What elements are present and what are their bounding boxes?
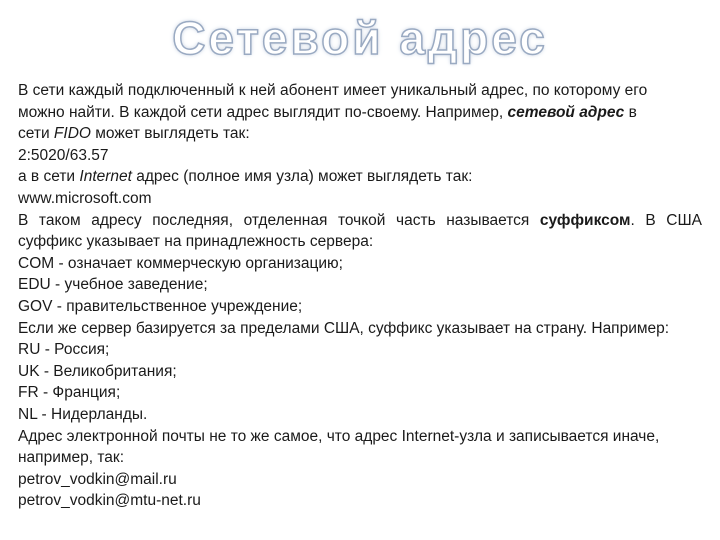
suffix-item: EDU - учебное заведение; <box>18 276 208 294</box>
text-line <box>18 210 702 232</box>
emphasized-term: суффиксом <box>539 211 631 229</box>
text-fragment: в <box>624 103 637 121</box>
network-name: FIDO <box>53 125 91 143</box>
text-fragment: В таком адресу последняя, отделенная точкой часть называется <box>18 211 540 229</box>
network-name: Internet <box>79 168 132 186</box>
text-line <box>18 80 702 102</box>
text-fragment: а в сети <box>18 168 80 186</box>
country-item: UK - Великобритания; <box>18 362 177 380</box>
email-example: petrov_vodkin@mail.ru <box>18 470 177 488</box>
text-fragment: можно найти. В каждой сети адрес выглядит по-своему. Например, <box>18 103 508 121</box>
text-fragment: может выглядеть так: <box>90 125 250 143</box>
country-item: RU - Россия; <box>18 341 110 359</box>
text-line <box>18 166 702 188</box>
text-fragment: В сети каждый подключенный к ней абонент имеет уникальный адрес, по которому его <box>18 82 648 99</box>
emphasized-term: сетевой адрес <box>507 103 625 121</box>
slide-body <box>18 80 702 512</box>
text-line <box>18 102 702 124</box>
text-line: Если же сервер базируется за пределами США, суффикс указывает на страну. Например: <box>18 319 670 337</box>
country-item: FR - Франция; <box>18 384 121 402</box>
suffix-item: GOV - правительственное учреждение; <box>18 297 303 315</box>
text-line: Адрес электронной почты не то же самое, что адрес Internet-узла и записывается иначе, <box>18 427 660 445</box>
suffix-item: COM - означает коммерческую организацию; <box>18 254 343 272</box>
text-fragment: . В США <box>630 211 702 229</box>
fido-address: 2:5020/63.57 <box>18 146 109 164</box>
internet-address: www.microsoft.com <box>18 189 152 207</box>
text-line: суффикс указывает на принадлежность сервера: <box>18 233 374 251</box>
text-fragment: сети <box>18 125 54 143</box>
text-line <box>18 123 702 145</box>
slide-title: Сетевой адрес <box>172 12 548 64</box>
email-example: petrov_vodkin@mtu-net.ru <box>18 492 201 510</box>
text-fragment: адрес (полное имя узла) может выглядеть так: <box>131 168 473 186</box>
country-item: NL - Нидерланды. <box>18 405 148 423</box>
text-line: например, так: <box>18 449 124 467</box>
